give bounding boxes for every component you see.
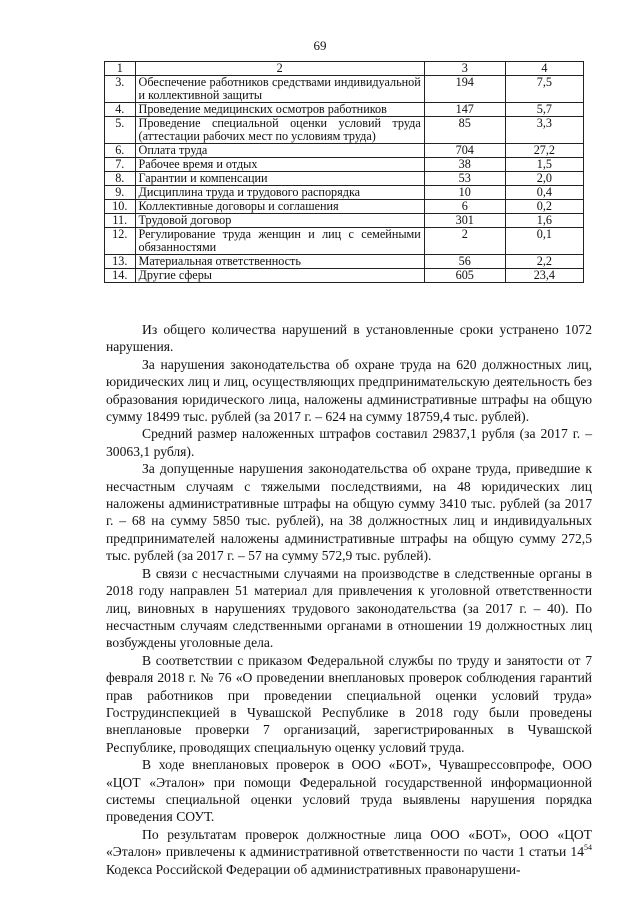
row-number: 11. <box>105 214 136 228</box>
row-share: 0,4 <box>505 186 583 200</box>
row-share: 0,2 <box>505 200 583 214</box>
row-count: 56 <box>424 255 505 269</box>
row-name: Дисциплина труда и трудового распорядка <box>135 186 424 200</box>
row-number: 8. <box>105 172 136 186</box>
row-share: 27,2 <box>505 144 583 158</box>
row-share: 23,4 <box>505 269 583 283</box>
row-share: 0,1 <box>505 228 583 255</box>
paragraph: В связи с несчастными случаями на производстве в следственные органы в 2018 году направлен 51 материал для привлечения к уголовной ответственности лиц, виновных в нарушениях трудового законодательства (за 2017 г. – 40). По несчастным случаям следственными органами в отношении 19 должностных лиц возбуждены уголовные дела. <box>106 565 592 651</box>
table-row <box>105 214 584 228</box>
table-header-cell: 3 <box>424 62 505 76</box>
row-name: Проведение медицинских осмотров работников <box>135 103 424 117</box>
row-number: 5. <box>105 117 136 144</box>
table-header-cell: 4 <box>505 62 583 76</box>
violations-table <box>104 61 584 283</box>
paragraph: За допущенные нарушения законодательства об охране труда, приведшие к несчастным случаям с тяжелыми последствиями, на 48 юридических лиц наложены административные штрафы на общую сумму 3410 тыс. рублей (за 2017 г. – 68 на сумму 5850 тыс. рублей), на 38 должностных лиц и индивидуальных предпринимателей наложены административные штрафы на общую сумму 272,5 тыс. рублей (за 2017 г. – 57 на сумму 572,9 тыс. рублей). <box>106 461 592 564</box>
row-count: 605 <box>424 269 505 283</box>
row-number: 14. <box>105 269 136 283</box>
paragraph: Из общего количества нарушений в установленные сроки устранено 1072 нарушения. <box>106 322 592 355</box>
paragraph-last <box>106 826 592 878</box>
row-count: 85 <box>424 117 505 144</box>
table-row <box>105 186 584 200</box>
body-text <box>106 321 592 878</box>
row-count: 6 <box>424 200 505 214</box>
row-number: 4. <box>105 103 136 117</box>
table-row <box>105 200 584 214</box>
row-share: 5,7 <box>505 103 583 117</box>
page-number: 69 <box>313 38 327 53</box>
row-share: 3,3 <box>505 117 583 144</box>
row-count: 38 <box>424 158 505 172</box>
table-row <box>105 76 584 103</box>
row-share: 1,5 <box>505 158 583 172</box>
row-count: 53 <box>424 172 505 186</box>
paragraph: За нарушения законодательства об охране труда на 620 должностных лиц, юридических лиц и лиц, осуществляющих предпринимательскую деятельность без образования юридического лица, наложены административные штрафы на общую сумму 18499 тыс. рублей (за 2017 г. – 624 на сумму 18759,4 тыс. рублей). <box>106 356 592 425</box>
row-count: 301 <box>424 214 505 228</box>
table-header-cell: 1 <box>105 62 136 76</box>
row-number: 12. <box>105 228 136 255</box>
paragraph-last-text: По результатам проверок должностные лица ООО «БОТ», ООО «ЦОТ «Эталон» привлечены к административной ответственности по части 1 статьи 14 <box>106 826 592 860</box>
row-name: Коллективные договоры и соглашения <box>135 200 424 214</box>
table-row <box>105 255 584 269</box>
row-name: Проведение специальной оценки условий труда (аттестации рабочих мест по условиям труда) <box>135 117 424 144</box>
table-row <box>105 172 584 186</box>
table-header-row <box>105 62 584 76</box>
table-row <box>105 158 584 172</box>
row-number: 13. <box>105 255 136 269</box>
paragraph: В ходе внеплановых проверок в ООО «БОТ», Чувашрессовпрофе, ООО «ЦОТ «Эталон» при помощи Федеральной государственной информационной системы специальной оценки условий труда выявлены нарушения порядка проведения СОУТ. <box>106 757 592 825</box>
row-number: 10. <box>105 200 136 214</box>
table-row <box>105 117 584 144</box>
row-name: Обеспечение работников средствами индивидуальной и коллективной защиты <box>135 76 424 103</box>
row-share: 2,0 <box>505 172 583 186</box>
table-row <box>105 228 584 255</box>
row-share: 1,6 <box>505 214 583 228</box>
article-superscript: 54 <box>584 843 592 853</box>
row-count: 194 <box>424 76 505 103</box>
table-header-cell: 2 <box>135 62 424 76</box>
row-count: 147 <box>424 103 505 117</box>
paragraph: В соответствии с приказом Федеральной службы по труду и занятости от 7 февраля 2018 г. № 76 «О проведении внеплановых проверок соблюдения гарантий прав работников при проведении специальной оценки условий труда» Гострудинспекцией в Чувашской Республике в 2018 году были проведены внеплановые проверки 7 организаций, зарегистрированных в Чувашской Республике, проводящих специальную оценку условий труда. <box>106 652 592 755</box>
table-row <box>105 103 584 117</box>
row-name: Рабочее время и отдых <box>135 158 424 172</box>
row-number: 6. <box>105 144 136 158</box>
paragraph-last-tail: Кодекса Российской Федерации об административных правонарушени- <box>106 861 521 877</box>
paragraph: Средний размер наложенных штрафов составил 29837,1 рубля (за 2017 г. – 30063,1 рубля). <box>106 426 592 459</box>
table-row <box>105 269 584 283</box>
row-count: 10 <box>424 186 505 200</box>
row-count: 704 <box>424 144 505 158</box>
row-name: Трудовой договор <box>135 214 424 228</box>
row-name: Материальная ответственность <box>135 255 424 269</box>
row-count: 2 <box>424 228 505 255</box>
row-name: Регулирование труда женщин и лиц с семейными обязанностями <box>135 228 424 255</box>
table-row <box>105 144 584 158</box>
row-name: Другие сферы <box>135 269 424 283</box>
row-share: 7,5 <box>505 76 583 103</box>
row-name: Гарантии и компенсации <box>135 172 424 186</box>
row-number: 3. <box>105 76 136 103</box>
row-number: 9. <box>105 186 136 200</box>
row-number: 7. <box>105 158 136 172</box>
row-name: Оплата труда <box>135 144 424 158</box>
row-share: 2,2 <box>505 255 583 269</box>
